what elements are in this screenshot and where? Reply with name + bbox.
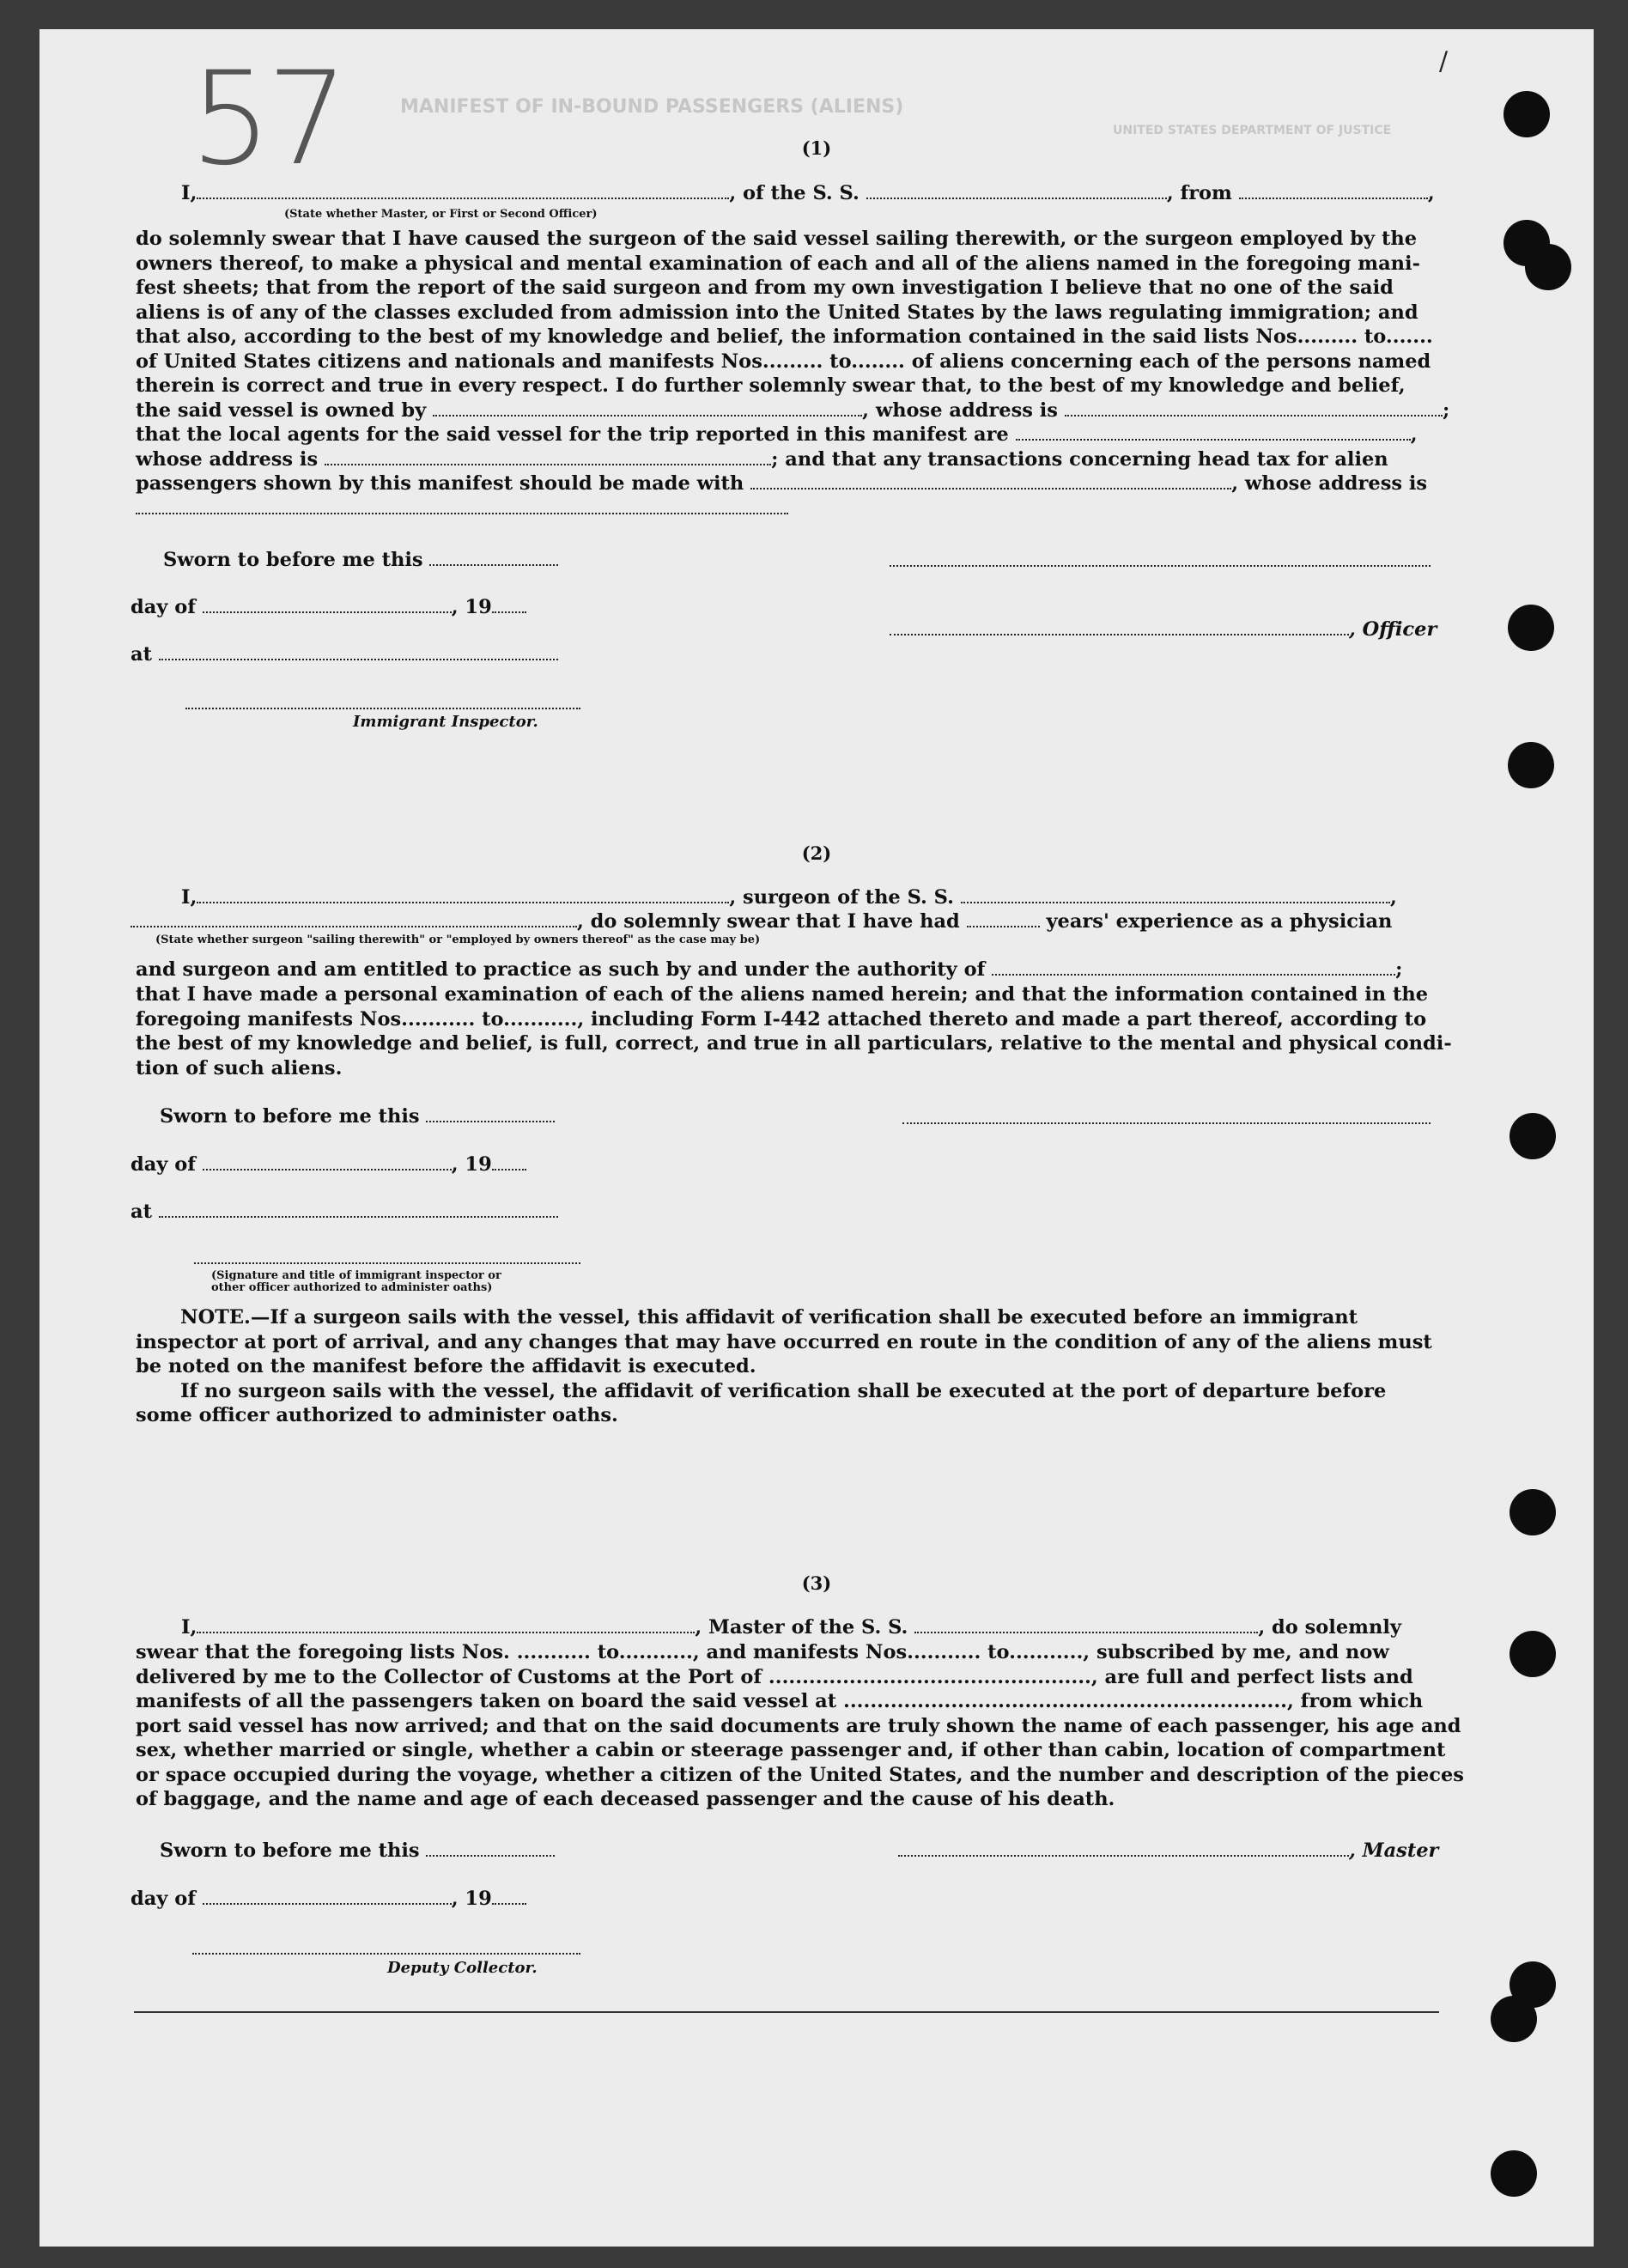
inspector-signature-line [185,708,580,709]
master-signature-line: , Master [898,1839,1438,1862]
sworn-line: Sworn to before me this [160,1839,555,1862]
bleed-through-text: UNITED STATES DEPARTMENT OF JUSTICE [1113,124,1392,137]
punch-hole [1508,742,1554,788]
sworn-line: Sworn to before me this [160,1105,555,1128]
signature-caption: Deputy Collector. [387,1959,538,1977]
punch-hole [1525,244,1571,290]
surgeon-oath-first-line: I, , surgeon of the S. S. , [181,886,1397,909]
at-line: at [131,643,558,666]
day-of-line: day of , 19 [131,1888,526,1910]
signature-caption: other officer authorized to administer oaths) [211,1281,493,1294]
bleed-through-text: MANIFEST OF IN-BOUND PASSENGERS (ALIENS) [400,96,904,118]
officer-signature-line [890,565,1431,567]
inspector-signature-line [194,1262,580,1264]
section3-body: swear that the foregoing lists Nos. ........... to..........., and manifests Nos........... to..........., subscribed by me, and now delivered by me to the Collector of Customs at the Port of ................................................, are full and perfect lists and manifests of all the passengers taken on board the said vessel at .................................................................., from which port said vessel has now arrived; and that on the said documents are truly shown the name of each passenger, his age and sex, whether married or single, whether a cabin or steerage passenger and, if other than cabin, location of compartment or space occupied during the voyage, whether a citizen of the United States, and the number and description of the pieces of baggage, and the name and age of each deceased passenger and the cause of his death. [136,1641,1464,1810]
master-oath-first-line: I, , of the S. S. , from , [181,182,1435,204]
note-paragraph: NOTE.—If a surgeon sails with the vessel, this affidavit of verification shall be executed before an immigrant inspector at port of arrival, and any changes that may have occurred en route in the condition of any of the aliens must be noted on the manifest before the affidavit is executed. If no surgeon sails with the vessel, the affidavit of verification shall be executed at the port of departure before some officer authorized to administer oaths. [136,1306,1432,1426]
punch-hole [1510,1631,1556,1677]
punch-hole [1510,1113,1556,1159]
punch-hole [1491,2150,1537,2197]
bottom-rule [134,2011,1439,2013]
pencil-mark: / [1439,46,1449,76]
punch-hole [1503,91,1550,137]
at-line: at [131,1201,558,1223]
signature-caption: (Signature and title of immigrant inspector or [211,1269,501,1282]
section2-body: that I have made a personal examination of each of the aliens named herein; and that the information contained in the foregoing manifests Nos........... to..........., including Form I-442 attached thereto and made a part thereof, according to the best of my knowledge and belief, is full, correct, and true in all particulars, relative to the mental and physical condi- tion of such aliens. [136,983,1452,1079]
section-number: (2) [801,842,832,864]
signature-caption: Immigrant Inspector. [353,713,538,731]
punch-hole [1508,605,1554,651]
authority-line: and surgeon and am entitled to practice as such by and under the authority of ; [136,958,1403,981]
sworn-line: Sworn to before me this [163,549,558,571]
surgeon-signature-line [902,1122,1431,1124]
punch-hole [1491,1996,1537,2042]
handwritten-page-number: 57 [190,45,343,194]
field-caption: (State whether surgeon "sailing therewith" or "employed by owners thereof" as the case may be) [155,933,761,946]
day-of-line: day of , 19 [131,1153,526,1176]
manifest-page [39,29,1594,2247]
master-oath-first-line: I, , Master of the S. S. , do solemnly [181,1616,1401,1639]
section-number: (1) [801,137,832,159]
surgeon-oath-second-line: , do solemnly swear that I have had years' experience as a physician [131,910,1392,933]
officer-line: , Officer [890,618,1437,641]
punch-hole [1510,1489,1556,1535]
collector-signature-line [192,1953,580,1955]
day-of-line: day of , 19 [131,596,526,618]
section-number: (3) [801,1572,832,1594]
field-caption: (State whether Master, or First or Second Officer) [284,208,598,221]
section1-body: do solemnly swear that I have caused the surgeon of the said vessel sailing therewith, or the surgeon employed by the owners thereof, to make a physical and mental examination of each and all of the aliens named in the foregoing mani- fest sheets; that from the report of the said surgeon and from my own investigation I believe that no one of the said aliens is of any of the classes excluded from admission into the United States by the laws regulating immigration; and that also, according to the best of my knowledge and belief, the information contained in the said lists Nos......... to....... of United States citizens and nationals and manifests Nos......... to........ of aliens concerning each of the persons named therein is correct and true in every respect. I do further solemnly swear that, to the best of my knowledge and belief, the said vessel is owned by , whose address is ; that the local agents for the said vessel for the trip reported in this manifest are , whose address is ; and that any transactions concerning head tax for alien passengers shown by this manifest should be made with , whose address is [136,227,1484,520]
